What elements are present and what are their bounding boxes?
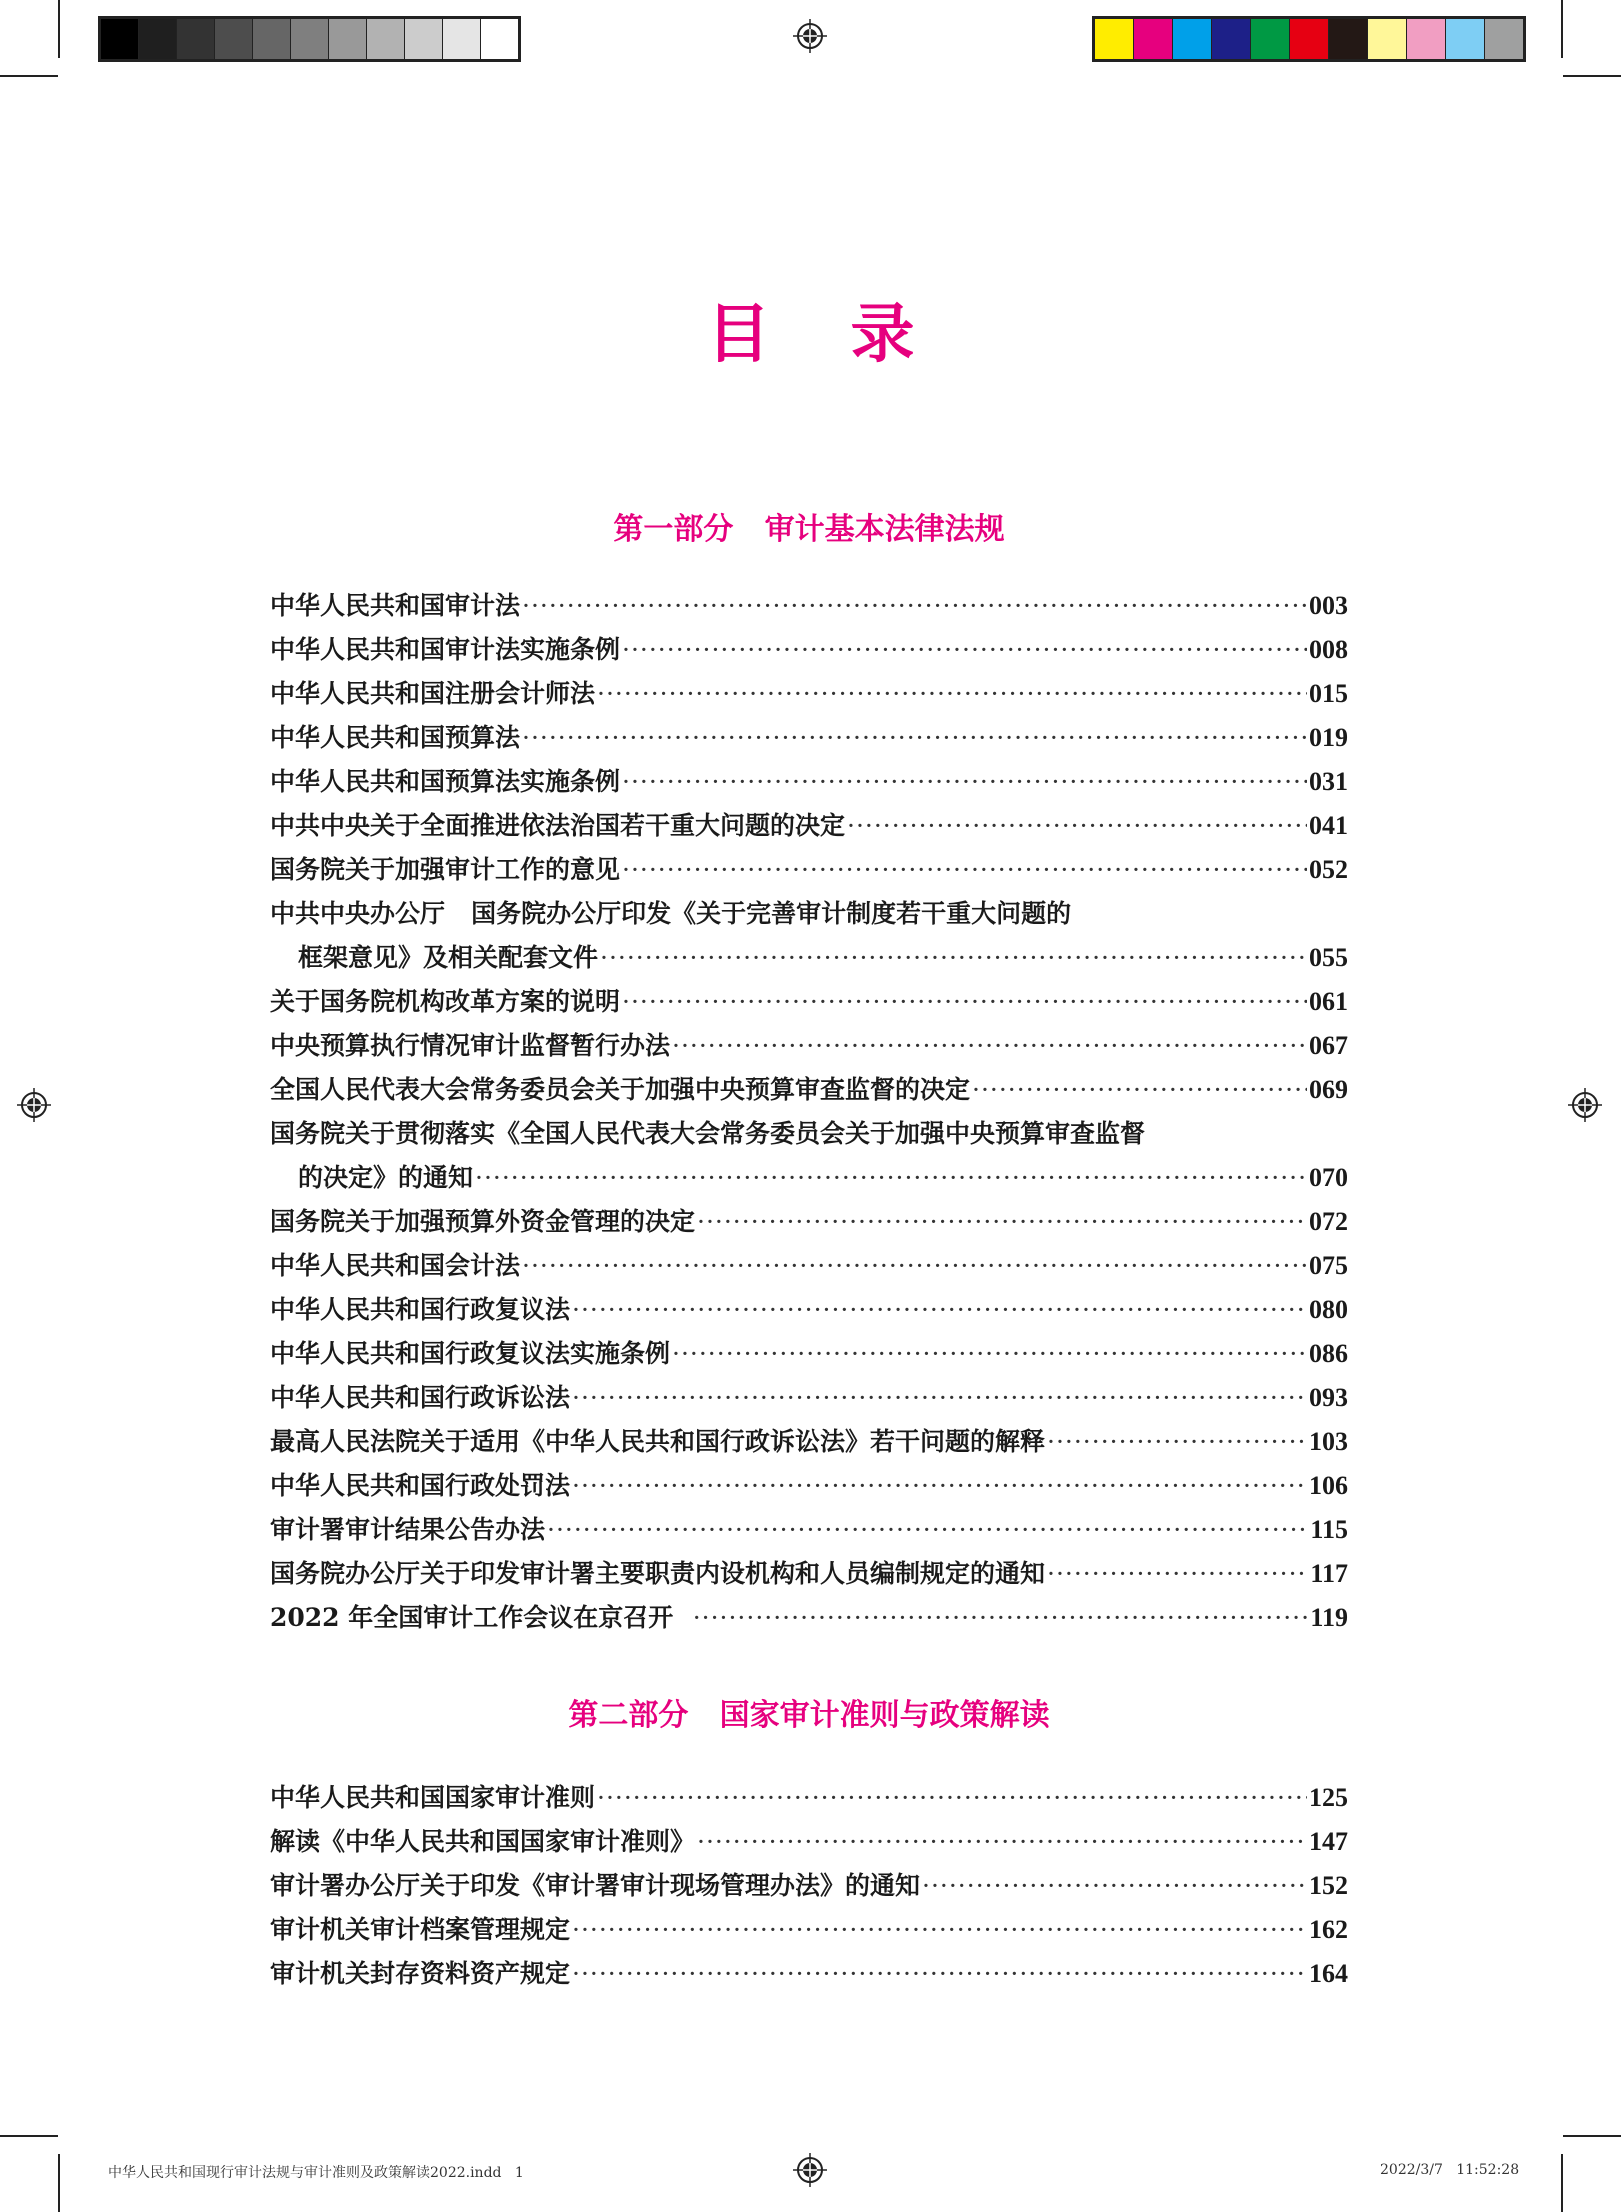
leader-dots	[522, 584, 1307, 628]
leader-dots	[672, 1024, 1307, 1068]
entry-page: 086	[1309, 1339, 1348, 1368]
entry-title: 中华人民共和国行政复议法实施条例	[270, 1339, 671, 1368]
color-swatch	[1251, 19, 1290, 59]
section-heading: 第一部分 审计基本法律法规	[613, 512, 1005, 547]
toc-entry[interactable]	[270, 1464, 1348, 1508]
entry-title: 国务院关于加强审计工作的意见	[270, 855, 621, 884]
leader-dots	[672, 1332, 1307, 1376]
color-swatch	[1212, 19, 1251, 59]
leader-dots	[697, 1820, 1307, 1864]
leader-dots	[522, 716, 1307, 760]
gray-swatch	[139, 19, 177, 59]
color-swatch	[1173, 19, 1212, 59]
toc-entry[interactable]	[270, 1952, 1348, 1996]
entry-page: 117	[1310, 1559, 1348, 1588]
leader-dots	[572, 1464, 1307, 1508]
leader-dots	[622, 628, 1307, 672]
entry-page: 041	[1309, 811, 1348, 840]
entry-title: 的决定》的通知	[298, 1163, 474, 1192]
entry-title: 中华人民共和国审计法实施条例	[270, 635, 621, 664]
crop-mark	[1563, 2135, 1621, 2137]
entry-title: 中华人民共和国行政处罚法	[270, 1471, 571, 1500]
gray-swatch	[291, 19, 329, 59]
toc-entry[interactable]	[270, 936, 1348, 980]
entry-title: 中华人民共和国预算法实施条例	[270, 767, 621, 796]
toc-entry[interactable]	[270, 1820, 1348, 1864]
entry-page: 072	[1309, 1207, 1348, 1236]
grayscale-calibration-bar	[98, 16, 521, 62]
entry-page: 080	[1309, 1295, 1348, 1324]
toc-entry[interactable]	[270, 584, 1348, 628]
color-swatch	[1329, 19, 1368, 59]
entry-page: 070	[1309, 1163, 1348, 1192]
leader-dots	[572, 1376, 1307, 1420]
toc-entry[interactable]	[270, 1596, 1348, 1640]
entry-page: 003	[1309, 591, 1348, 620]
gray-swatch	[215, 19, 253, 59]
toc-part-1	[270, 510, 1348, 1640]
entry-title: 中华人民共和国会计法	[270, 1251, 521, 1280]
crop-mark	[1561, 0, 1563, 58]
entry-page: 147	[1309, 1827, 1348, 1856]
entry-title: 中华人民共和国国家审计准则	[270, 1783, 596, 1812]
entry-title: 审计机关封存资料资产规定	[270, 1959, 571, 1988]
leader-dots	[600, 936, 1307, 980]
entry-page: 052	[1309, 855, 1348, 884]
toc-entry[interactable]	[270, 848, 1348, 892]
entry-title: 中华人民共和国行政复议法	[270, 1295, 571, 1324]
toc-entry[interactable]	[270, 1508, 1348, 1552]
toc-entry[interactable]	[270, 1776, 1348, 1820]
entry-page: 031	[1309, 767, 1348, 796]
color-swatch	[1290, 19, 1329, 59]
toc-entry[interactable]	[270, 1552, 1348, 1596]
gray-swatch	[481, 19, 518, 59]
gray-swatch	[329, 19, 367, 59]
entry-page: 152	[1309, 1871, 1348, 1900]
entry-title: 中央预算执行情况审计监督暂行办法	[270, 1031, 671, 1060]
crop-mark	[1563, 75, 1621, 77]
entry-page: 106	[1309, 1471, 1348, 1500]
entry-page: 119	[1310, 1603, 1348, 1632]
leader-dots	[1047, 1552, 1308, 1596]
entry-page: 115	[1310, 1515, 1348, 1544]
leader-dots	[847, 804, 1307, 848]
footer-timestamp: 2022/3/7 11:52:28	[1380, 2162, 1520, 2178]
leader-dots	[1047, 1420, 1307, 1464]
leader-dots	[597, 1776, 1307, 1820]
gray-swatch	[443, 19, 481, 59]
entry-page: 103	[1309, 1427, 1348, 1456]
entry-page: 019	[1309, 723, 1348, 752]
toc-entry-line-1[interactable]: 中共中央办公厅 国务院办公厅印发《关于完善审计制度若干重大问题的	[270, 899, 1072, 928]
toc-entry[interactable]	[270, 1288, 1348, 1332]
leader-dots	[572, 1908, 1307, 1952]
page-title: 目录	[706, 298, 995, 372]
toc-list	[270, 584, 1348, 1640]
toc-entry[interactable]	[270, 980, 1348, 1024]
toc-entry[interactable]	[270, 1200, 1348, 1244]
entry-title: 最高人民法院关于适用《中华人民共和国行政诉讼法》若干问题的解释	[270, 1427, 1046, 1456]
entry-page: 164	[1309, 1959, 1348, 1988]
toc-entry[interactable]	[270, 1068, 1348, 1112]
registration-mark-icon	[17, 1088, 51, 1122]
toc-entry[interactable]	[270, 804, 1348, 848]
leader-dots	[522, 1244, 1307, 1288]
entry-page: 162	[1309, 1915, 1348, 1944]
entry-title: 中共中央关于全面推进依法治国若干重大问题的决定	[270, 811, 846, 840]
leader-dots	[475, 1156, 1307, 1200]
entry-title: 中华人民共和国审计法	[270, 591, 521, 620]
leader-dots	[547, 1508, 1308, 1552]
section-heading: 第二部分 国家审计准则与政策解读	[568, 1698, 1050, 1733]
crop-mark	[1561, 2154, 1563, 2212]
registration-mark-icon	[1568, 1088, 1602, 1122]
gray-swatch	[367, 19, 405, 59]
gray-swatch	[177, 19, 215, 59]
toc-entry[interactable]	[270, 672, 1348, 716]
entry-page: 008	[1309, 635, 1348, 664]
entry-title: 审计机关审计档案管理规定	[270, 1915, 571, 1944]
entry-title: 全国人民代表大会常务委员会关于加强中央预算审查监督的决定	[270, 1075, 971, 1104]
registration-mark-icon	[793, 19, 827, 53]
toc-entry-line-1[interactable]: 国务院关于贯彻落实《全国人民代表大会常务委员会关于加强中央预算审查监督	[270, 1119, 1146, 1148]
toc-entry[interactable]	[270, 760, 1348, 804]
toc-list	[270, 1776, 1348, 1996]
entry-title: 国务院关于加强预算外资金管理的决定	[270, 1207, 696, 1236]
color-swatch	[1134, 19, 1173, 59]
entry-page: 015	[1309, 679, 1348, 708]
gray-swatch	[101, 19, 139, 59]
toc-entry[interactable]	[270, 1908, 1348, 1952]
toc-part-2	[270, 1696, 1348, 1996]
crop-mark	[0, 2135, 58, 2137]
leader-dots	[922, 1864, 1307, 1908]
leader-dots	[622, 760, 1307, 804]
leader-dots	[622, 848, 1307, 892]
color-swatch	[1407, 19, 1446, 59]
color-swatch	[1446, 19, 1485, 59]
leader-dots	[572, 1288, 1307, 1332]
entry-title: 关于国务院机构改革方案的说明	[270, 987, 621, 1016]
leader-dots	[572, 1952, 1307, 1996]
entry-page: 125	[1309, 1783, 1348, 1812]
toc-entry[interactable]	[270, 1244, 1348, 1288]
toc-entry[interactable]	[270, 1156, 1348, 1200]
color-swatch	[1095, 19, 1134, 59]
entry-title: 中华人民共和国行政诉讼法	[270, 1383, 571, 1412]
entry-title: 中华人民共和国预算法	[270, 723, 521, 752]
color-swatch	[1485, 19, 1523, 59]
leader-dots	[622, 980, 1307, 1024]
crop-mark	[58, 2154, 60, 2212]
color-calibration-bar	[1092, 16, 1526, 62]
crop-mark	[0, 75, 58, 77]
entry-page: 061	[1309, 987, 1348, 1016]
leader-dots	[697, 1200, 1307, 1244]
leader-dots	[693, 1596, 1309, 1640]
leader-dots	[597, 672, 1307, 716]
crop-mark	[58, 0, 60, 58]
entry-title: 审计署办公厅关于印发《审计署审计现场管理办法》的通知	[270, 1871, 921, 1900]
entry-page: 055	[1309, 943, 1348, 972]
toc-entry[interactable]	[270, 628, 1348, 672]
toc-entry[interactable]	[270, 1024, 1348, 1068]
entry-title: 国务院办公厅关于印发审计署主要职责内设机构和人员编制规定的通知	[270, 1559, 1046, 1588]
toc-entry[interactable]	[270, 1332, 1348, 1376]
entry-page: 069	[1309, 1075, 1348, 1104]
gray-swatch	[253, 19, 291, 59]
toc-entry[interactable]	[270, 1864, 1348, 1908]
entry-page: 075	[1309, 1251, 1348, 1280]
entry-page: 067	[1309, 1031, 1348, 1060]
registration-mark-icon	[793, 2153, 827, 2187]
entry-page: 093	[1309, 1383, 1348, 1412]
entry-title: 审计署审计结果公告办法	[270, 1515, 546, 1544]
entry-title: 解读《中华人民共和国国家审计准则》	[270, 1827, 696, 1856]
entry-title: 框架意见》及相关配套文件	[298, 943, 599, 972]
gray-swatch	[405, 19, 443, 59]
entry-title: 中华人民共和国注册会计师法	[270, 679, 596, 708]
footer-file-info: 中华人民共和国现行审计法规与审计准则及政策解读2022.indd 1	[108, 2165, 524, 2181]
toc-entry[interactable]	[270, 1420, 1348, 1464]
entry-title: 2022 年全国审计工作会议在京召开	[270, 1603, 691, 1632]
leader-dots	[972, 1068, 1307, 1112]
toc-entry[interactable]	[270, 1376, 1348, 1420]
toc-entry[interactable]	[270, 716, 1348, 760]
color-swatch	[1368, 19, 1407, 59]
